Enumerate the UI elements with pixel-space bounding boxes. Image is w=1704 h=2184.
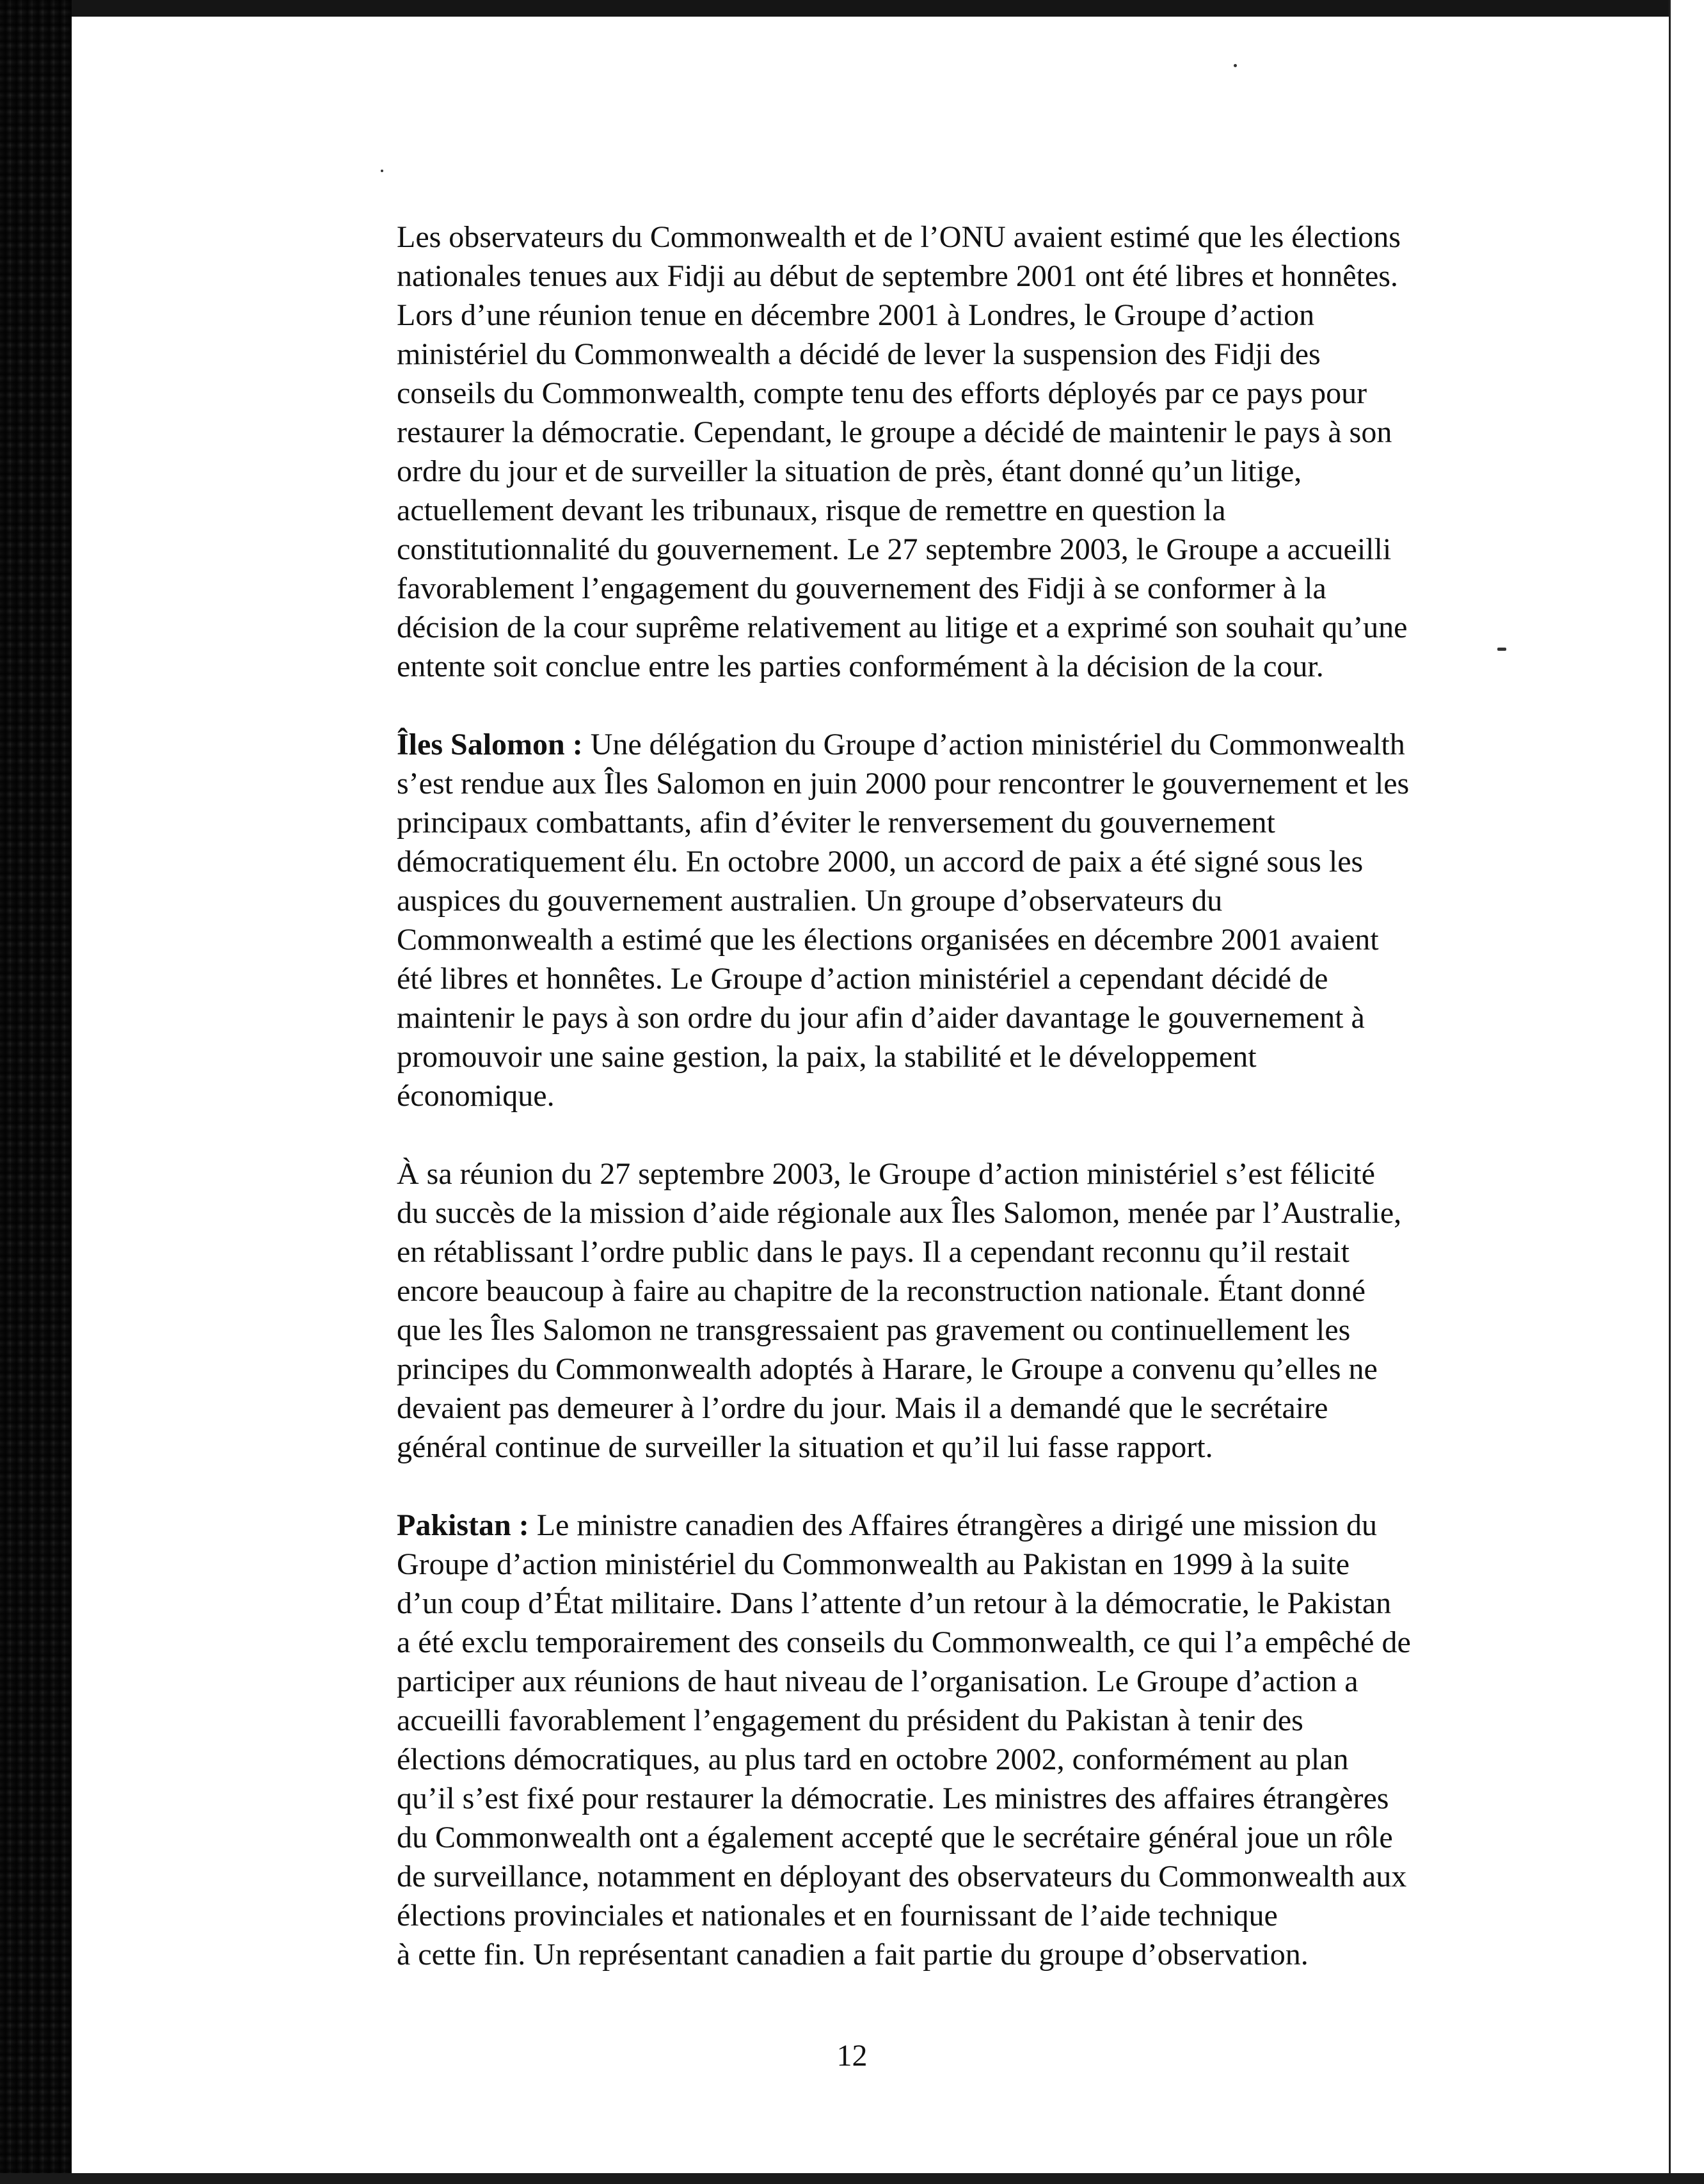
text-line (397, 842, 1485, 881)
text-line (397, 1389, 1485, 1428)
text-line (397, 1037, 1485, 1076)
text-line (397, 1701, 1485, 1740)
text-line (397, 296, 1485, 335)
text-line (397, 1076, 1485, 1115)
text-line-content: entente soit conclue entre les parties conformément à la décision de la cour. (397, 650, 1324, 683)
text-line-content: économique. (397, 1079, 555, 1113)
text-line-content: élections démocratiques, au plus tard en octobre 2002, conformément au plan (397, 1742, 1349, 1776)
text-line-content: du succès de la mission d’aide régionale aux Îles Salomon, menée par l’Australie, (397, 1196, 1402, 1230)
text-line (397, 1232, 1485, 1271)
paragraph (397, 725, 1485, 1115)
text-line-content: Les observateurs du Commonwealth et de l’ONU avaient estimé que les élections (397, 220, 1401, 254)
text-line-content: conseils du Commonwealth, compte tenu des efforts déployés par ce pays pour (397, 376, 1367, 410)
text-line (397, 530, 1485, 569)
text-line (397, 374, 1485, 413)
paragraph (397, 1506, 1485, 1974)
text-line (397, 959, 1485, 998)
text-line-content: d’un coup d’État militaire. Dans l’attente d’un retour à la démocratie, le Pakistan (397, 1586, 1392, 1620)
paragraph-heading: Îles Salomon : (397, 728, 583, 761)
text-line-content: Le ministre canadien des Affaires étrangères a dirigé une mission du (529, 1508, 1378, 1542)
text-line (397, 218, 1485, 257)
text-line-content: ministériel du Commonwealth a décidé de lever la suspension des Fidji des (397, 337, 1321, 371)
scan-border-top (0, 0, 1704, 17)
text-line-content: en rétablissant l’ordre public dans le pays. Il a cependant reconnu qu’il restait (397, 1235, 1350, 1269)
text-line (397, 881, 1485, 920)
text-line-content: Lors d’une réunion tenue en décembre 2001 à Londres, le Groupe d’action (397, 298, 1315, 332)
text-line-content: encore beaucoup à faire au chapitre de la reconstruction nationale. Étant donné (397, 1274, 1366, 1308)
text-line (397, 1623, 1485, 1662)
text-line-content: constitutionnalité du gouvernement. Le 27 septembre 2003, le Groupe a accueilli (397, 532, 1392, 566)
text-line (397, 335, 1485, 374)
text-line-content: promouvoir une saine gestion, la paix, la stabilité et le développement (397, 1040, 1257, 1074)
text-line-content: Groupe d’action ministériel du Commonwealth au Pakistan en 1999 à la suite (397, 1547, 1350, 1581)
text-line-content: Une délégation du Groupe d’action ministériel du Commonwealth (582, 728, 1405, 761)
text-line (397, 608, 1485, 647)
page-number: 12 (836, 2039, 868, 2073)
text-line (397, 491, 1485, 530)
text-line (397, 1506, 1485, 1545)
scan-border-right (1669, 0, 1704, 2184)
text-line (397, 1818, 1485, 1857)
text-line-content: élections provinciales et nationales et en fournissant de l’aide technique (397, 1899, 1278, 1933)
text-line-content: démocratiquement élu. En octobre 2000, un accord de paix a été signé sous les (397, 845, 1364, 879)
text-line (397, 1857, 1485, 1896)
text-line (397, 1545, 1485, 1584)
text-line (397, 998, 1485, 1037)
text-line (397, 1740, 1485, 1779)
text-line (397, 569, 1485, 608)
text-line (397, 725, 1485, 764)
text-line-content: actuellement devant les tribunaux, risque de remettre en question la (397, 493, 1226, 527)
text-line (397, 920, 1485, 959)
text-line-content: a été exclu temporairement des conseils du Commonwealth, ce qui l’a empêché de (397, 1625, 1411, 1659)
text-line-content: du Commonwealth ont a également accepté que le secrétaire général joue un rôle (397, 1821, 1393, 1854)
text-line-content: qu’il s’est fixé pour restaurer la démocratie. Les ministres des affaires étrangères (397, 1781, 1389, 1815)
text-line (397, 764, 1485, 803)
text-line (397, 1271, 1485, 1311)
text-line-content: principaux combattants, afin d’éviter le renversement du gouvernement (397, 806, 1275, 840)
text-line-content: décision de la cour suprême relativement au litige et a exprimé son souhait qu’une (397, 610, 1408, 644)
text-line-content: accueilli favorablement l’engagement du président du Pakistan à tenir des (397, 1703, 1303, 1737)
text-line (397, 647, 1485, 686)
scan-speck (1497, 648, 1506, 651)
text-line-content: Commonwealth a estimé que les élections organisées en décembre 2001 avaient (397, 923, 1379, 957)
text-line (397, 1428, 1485, 1467)
text-line (397, 413, 1485, 452)
text-line (397, 1193, 1485, 1232)
scan-border-bottom (0, 2173, 1704, 2184)
paragraph (397, 1154, 1485, 1467)
scan-border-left (0, 0, 72, 2184)
text-line (397, 1896, 1485, 1935)
text-line (397, 1779, 1485, 1818)
text-line-content: s’est rendue aux Îles Salomon en juin 2000 pour rencontrer le gouvernement et les (397, 767, 1410, 801)
paragraph-heading: Pakistan : (397, 1508, 529, 1542)
text-line-content: favorablement l’engagement du gouvernement des Fidji à se conformer à la (397, 571, 1326, 605)
scan-speck (381, 170, 383, 172)
text-line (397, 1584, 1485, 1623)
text-line (397, 1662, 1485, 1701)
text-line-content: à cette fin. Un représentant canadien a fait partie du groupe d’observation. (397, 1938, 1309, 1972)
text-line-content: principes du Commonwealth adoptés à Harare, le Groupe a convenu qu’elles ne (397, 1352, 1378, 1386)
text-line (397, 1154, 1485, 1193)
text-line (397, 1350, 1485, 1389)
text-line-content: restaurer la démocratie. Cependant, le groupe a décidé de maintenir le pays à son (397, 415, 1392, 449)
text-line-content: auspices du gouvernement australien. Un groupe d’observateurs du (397, 884, 1223, 918)
text-line-content: maintenir le pays à son ordre du jour afin d’aider davantage le gouvernement à (397, 1001, 1365, 1035)
text-line-content: À sa réunion du 27 septembre 2003, le Groupe d’action ministériel s’est félicité (397, 1157, 1375, 1191)
text-line (397, 803, 1485, 842)
text-line-content: été libres et honnêtes. Le Groupe d’action ministériel a cependant décidé de (397, 962, 1328, 996)
text-line (397, 257, 1485, 296)
text-line-content: de surveillance, notamment en déployant des observateurs du Commonwealth aux (397, 1860, 1407, 1893)
text-line-content: nationales tenues aux Fidji au début de septembre 2001 ont été libres et honnêtes. (397, 259, 1398, 293)
scan-speck (1234, 64, 1237, 67)
text-line-content: ordre du jour et de surveiller la situation de près, étant donné qu’un litige, (397, 454, 1302, 488)
text-line (397, 1935, 1485, 1974)
text-line-content: que les Îles Salomon ne transgressaient pas gravement ou continuellement les (397, 1313, 1351, 1347)
text-line (397, 1311, 1485, 1350)
text-line-content: participer aux réunions de haut niveau de l’organisation. Le Groupe d’action a (397, 1664, 1358, 1698)
paragraph (397, 218, 1485, 686)
text-line-content: devaient pas demeurer à l’ordre du jour. Mais il a demandé que le secrétaire (397, 1391, 1328, 1425)
document-body (397, 218, 1485, 2013)
text-line-content: général continue de surveiller la situation et qu’il lui fasse rapport. (397, 1430, 1213, 1464)
text-line (397, 452, 1485, 491)
